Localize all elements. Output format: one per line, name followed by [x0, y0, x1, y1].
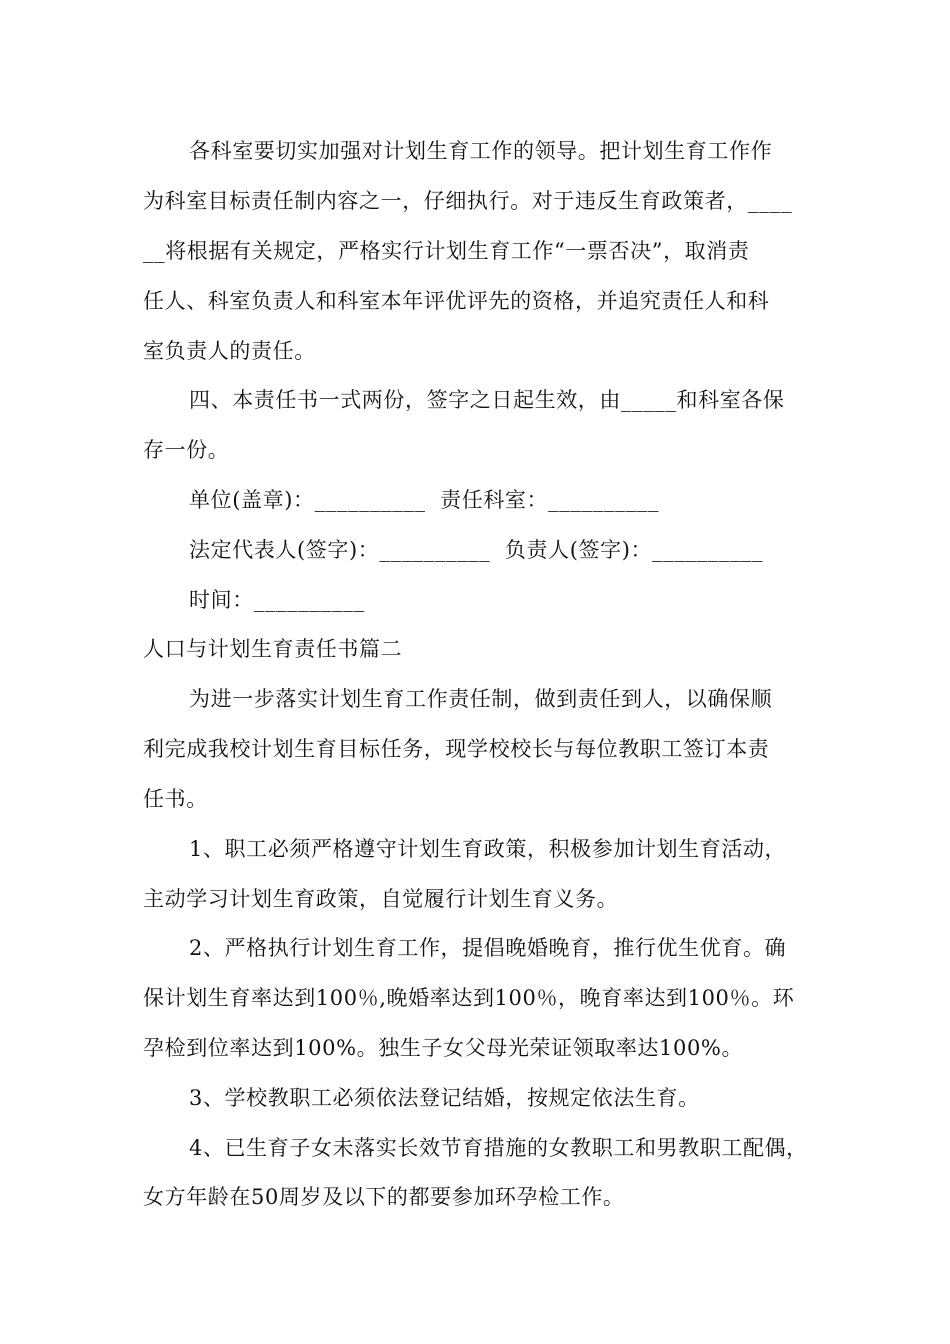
clause-line: 2、严格执行计划生育工作，提倡晚婚晚育，推行优生优育。确: [189, 936, 787, 960]
paragraph-line: 四、本责任书一式两份，签字之日起生效，由_____和科室各保: [189, 388, 785, 412]
clause-line: 3、学校教职工必须依法登记结婚，按规定依法生育。: [189, 1086, 700, 1110]
paragraph-line: __将根据有关规定，严格实行计划生育工作“一票否决”，取消责: [143, 239, 750, 263]
clause-line: 主动学习计划生育政策，自觉履行计划生育义务。: [143, 887, 619, 911]
clause-line: 4、已生育子女未落实长效节育措施的女教职工和男教职工配偶，: [189, 1136, 808, 1160]
section-title: 人口与计划生育责任书篇二: [143, 637, 403, 661]
paragraph-line: 各科室要切实加强对计划生育工作的领导。把计划生育工作作: [189, 139, 773, 163]
paragraph-line: 任人、科室负责人和科室本年评优评先的资格，并追究责任人和科: [143, 289, 770, 313]
signature-line-date: 时间：__________: [189, 588, 365, 612]
signature-line-representative: 法定代表人(签字)：__________ 负责人(签字)：__________: [189, 538, 764, 562]
clause-line: 1、职工必须严格遵守计划生育政策，积极参加计划生育活动，: [189, 837, 787, 861]
paragraph-line: 为进一步落实计划生育工作责任制，做到责任到人，以确保顺: [189, 687, 773, 711]
clause-line: 孕检到位率达到100%。独生子女父母光荣证领取率达100%。: [143, 1036, 744, 1060]
clause-line: 保计划生育率达到100％,晚婚率达到100％，晚育率达到100％。环: [143, 986, 795, 1010]
clause-line: 女方年龄在50周岁及以下的都要参加环孕检工作。: [143, 1185, 625, 1209]
signature-line-unit: 单位(盖章)：__________ 责任科室：__________: [189, 488, 660, 512]
paragraph-line: 室负责人的责任。: [143, 339, 316, 363]
paragraph-line: 存一份。: [143, 438, 230, 462]
paragraph-line: 为科室目标责任制内容之一，仔细执行。对于违反生育政策者，____: [143, 189, 793, 213]
paragraph-line: 任书。: [143, 787, 208, 811]
paragraph-line: 利完成我校计划生育目标任务，现学校校长与每位教职工签订本责: [143, 737, 770, 761]
